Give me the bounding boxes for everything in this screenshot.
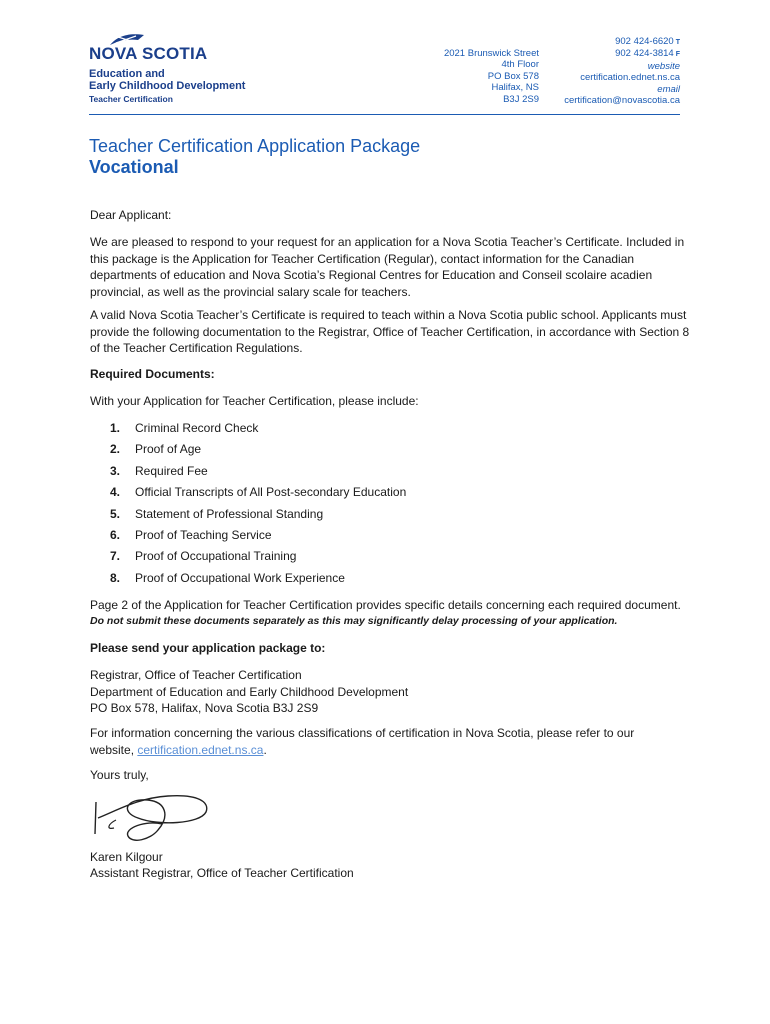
list-item — [110, 570, 406, 591]
dept-line-3: Teacher Certification — [89, 94, 173, 104]
address-line: 4th Floor — [501, 59, 539, 71]
mailing-address — [90, 667, 690, 717]
list-text: Required Fee — [135, 463, 208, 478]
website-label: website — [647, 60, 680, 72]
address-line: B3J 2S9 — [503, 93, 539, 105]
list-text: Proof of Teaching Service — [135, 527, 272, 542]
list-number: 7. — [110, 549, 121, 564]
list-item — [110, 484, 406, 505]
email-label: email — [657, 83, 680, 95]
address-line: Halifax, NS — [491, 82, 539, 94]
list-item — [110, 548, 406, 569]
list-item — [110, 506, 406, 527]
warning-text: Do not submit these documents separately as this may significantly delay processing of your application. — [90, 615, 618, 627]
page-subtitle: Vocational — [89, 157, 179, 177]
signature-image — [88, 790, 218, 846]
contact-block — [564, 36, 680, 106]
send-heading: Please send your application package to: — [90, 641, 326, 655]
signer-name: Karen Kilgour — [90, 850, 163, 864]
list-text: Proof of Occupational Training — [135, 549, 297, 564]
closing: Yours truly, — [90, 768, 149, 782]
salutation: Dear Applicant: — [90, 208, 172, 222]
list-number: 2. — [110, 442, 121, 457]
list-text: Official Transcripts of All Post-secondary Education — [135, 485, 407, 500]
website-link[interactable]: certification.ednet.ns.ca — [580, 72, 680, 84]
office-address — [444, 48, 539, 105]
list-number: 1. — [110, 421, 121, 435]
required-documents-list — [110, 420, 406, 591]
mailing-address-line: Department of Education and Early Childhood Development — [90, 684, 409, 699]
list-number: 3. — [110, 463, 121, 478]
intro-paragraph: We are pleased to respond to your request for an application for a Nova Scotia Teacher’s Certificate. Included in this package is the Application for Teacher Certification (Regular), contact information for the Canadian departments of education and Nova Scotia’s Regional Centres for Education and Conseil scolaire acadien provincial, as well as the provincial salary scale for teachers. — [90, 235, 685, 299]
address-line: PO Box 578 — [487, 70, 539, 82]
page2-note: Page 2 of the Application for Teacher Certification provides specific details concerning each required document. — [90, 598, 681, 612]
fax-suffix: F — [675, 51, 680, 59]
required-documents-heading: Required Documents: — [90, 367, 215, 381]
requirement-paragraph: A valid Nova Scotia Teacher’s Certificate is required to teach within a Nova Scotia public school. Applicants must provide the following documentation to the Registrar, Office of Teacher Certification, in accordance with Section 8 of the Teacher Certification Regulations. — [90, 308, 690, 355]
mailing-address-line: Registrar, Office of Teacher Certification — [90, 668, 302, 682]
list-item — [110, 420, 406, 441]
website-link-body[interactable]: certification.ednet.ns.ca — [137, 742, 264, 757]
include-line: With your Application for Teacher Certification, please include: — [90, 394, 419, 408]
signer-title: Assistant Registrar, Office of Teacher Certification — [90, 866, 354, 880]
info-paragraph — [90, 725, 650, 758]
dept-line-2: Early Childhood Development — [89, 80, 246, 92]
list-item — [110, 527, 406, 548]
list-item — [110, 441, 406, 462]
list-number: 4. — [110, 485, 121, 500]
list-text: Proof of Occupational Work Experience — [135, 570, 345, 585]
fax-number: 902 424-3814 — [615, 48, 674, 60]
nova-scotia-logo-text: NOVA SCOTIA — [89, 44, 208, 63]
info-text: For information concerning the various classifications of certification in Nova Scotia, please refer to our website, — [90, 726, 635, 757]
list-number: 8. — [110, 570, 121, 585]
email-link[interactable]: certification@novascotia.ca — [564, 95, 680, 107]
info-end: . — [263, 742, 267, 757]
dept-line-1: Education and — [89, 68, 165, 80]
header-divider — [89, 114, 680, 115]
mailing-address-line: PO Box 578, Halifax, Nova Scotia B3J 2S9 — [90, 701, 319, 715]
phone-suffix: T — [675, 39, 680, 46]
phone-number: 902 424-6620 — [615, 36, 674, 47]
list-text: Proof of Age — [135, 442, 202, 457]
address-line: 2021 Brunswick Street — [443, 48, 539, 59]
page-title: Teacher Certification Application Package — [89, 136, 421, 156]
list-text: Statement of Professional Standing — [135, 506, 324, 521]
list-number: 5. — [110, 506, 121, 521]
list-number: 6. — [110, 527, 121, 542]
list-text: Criminal Record Check — [135, 421, 259, 435]
list-item — [110, 463, 406, 484]
